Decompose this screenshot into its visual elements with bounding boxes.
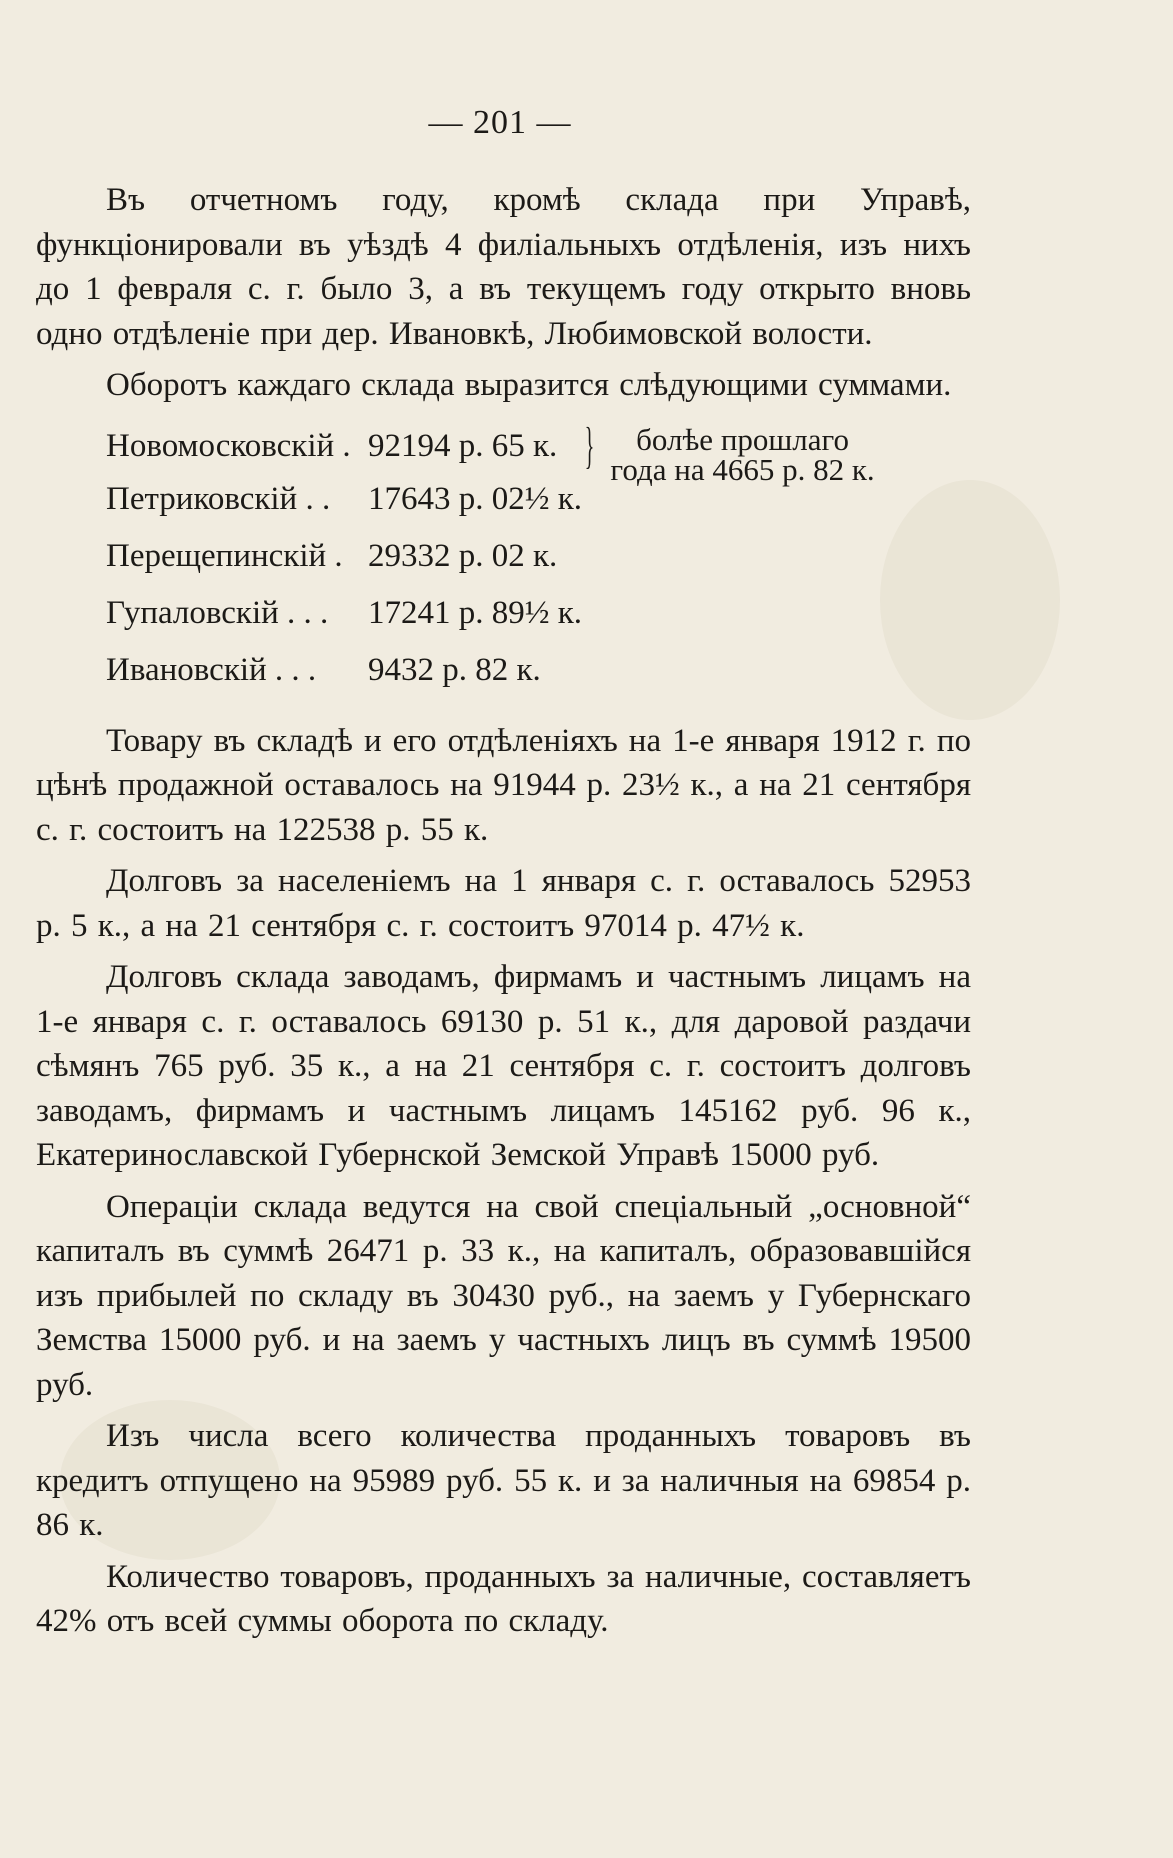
branch-name: Новомосковскій . [106, 427, 351, 464]
branch-amount: 9432 р. 82 к. [368, 651, 541, 688]
paragraph: Долговъ склада заводамъ, фирмамъ и частнымъ лицамъ на 1-е января с. г. оставалось 69130 р. 51 к., для даровой раздачи сѣмянъ 765 руб. 35 к., а на 21 сентября с. г. состоитъ долговъ заводамъ, фирмамъ и частнымъ лицамъ 145162 руб. 96 к., Екатеринославской Губернской Земской Управѣ 15000 руб. [36, 959, 971, 1173]
branch-name: Перещепинскій . [106, 537, 343, 574]
paragraph: Оборотъ каждаго склада выразится слѣдующими суммами. [106, 367, 952, 403]
note-line: года на 4665 р. 82 к. [610, 451, 875, 487]
branch-amount: 17643 р. 02½ к. [368, 480, 583, 517]
branch-amount: 17241 р. 89½ к. [368, 594, 583, 631]
branch-name: Ивановскій . . . [106, 651, 317, 688]
note-line: болѣе прошлаго [636, 421, 849, 457]
branch-amount: 29332 р. 02 к. [368, 537, 558, 574]
turnover-row [106, 648, 971, 705]
turnover-row [106, 534, 971, 591]
page-number: — 201 — [428, 104, 572, 141]
turnover-row [106, 591, 971, 648]
branch-name: Петриковскій . . [106, 480, 331, 517]
brace-symbol: } [585, 416, 595, 474]
paragraph: Операціи склада ведутся на свой спеціальный „основной“ капиталъ въ суммѣ 26471 р. 33 к., на капиталъ, образовавшійся изъ прибылей по складу въ 30430 руб., на заемъ у Губернскаго Земства 15000 руб. и на заемъ у частныхъ лицъ въ суммѣ 19500 руб. [36, 1188, 971, 1403]
comparison-note [610, 421, 875, 487]
paragraph: Долговъ за населеніемъ на 1 января с. г. оставалось 52953 р. 5 к., а на 21 сентября с. г. состоитъ 97014 р. 47½ к. [36, 863, 971, 944]
turnover-list [36, 416, 971, 705]
paragraph: Въ отчетномъ году, кромѣ склада при Управѣ, функціонировали въ уѣздѣ 4 филіальныхъ отдѣленія, изъ нихъ до 1 февраля с. г. было 3, а въ текущемъ году открыто вновь одно отдѣленіе при дер. Ивановкѣ, Любимовской волости. [36, 182, 971, 352]
paragraph: Количество товаровъ, проданныхъ за наличные, составляетъ 42% отъ всей суммы оборота по складу. [36, 1558, 971, 1639]
branch-name: Гупаловскій . . . [106, 594, 329, 631]
body-text [36, 178, 971, 1644]
paragraph: Товару въ складѣ и его отдѣленіяхъ на 1-е января 1912 г. по цѣнѣ продажной оставалось на 91944 р. 23½ к., а на 21 сентября с. г. состоитъ на 122538 р. 55 к. [36, 722, 971, 848]
turnover-row [106, 416, 971, 487]
paragraph: Изъ числа всего количества проданныхъ товаровъ въ кредитъ отпущено на 95989 руб. 55 к. и за наличныя на 69854 р. 86 к. [36, 1418, 971, 1543]
branch-amount: 92194 р. 65 к. [368, 427, 558, 464]
